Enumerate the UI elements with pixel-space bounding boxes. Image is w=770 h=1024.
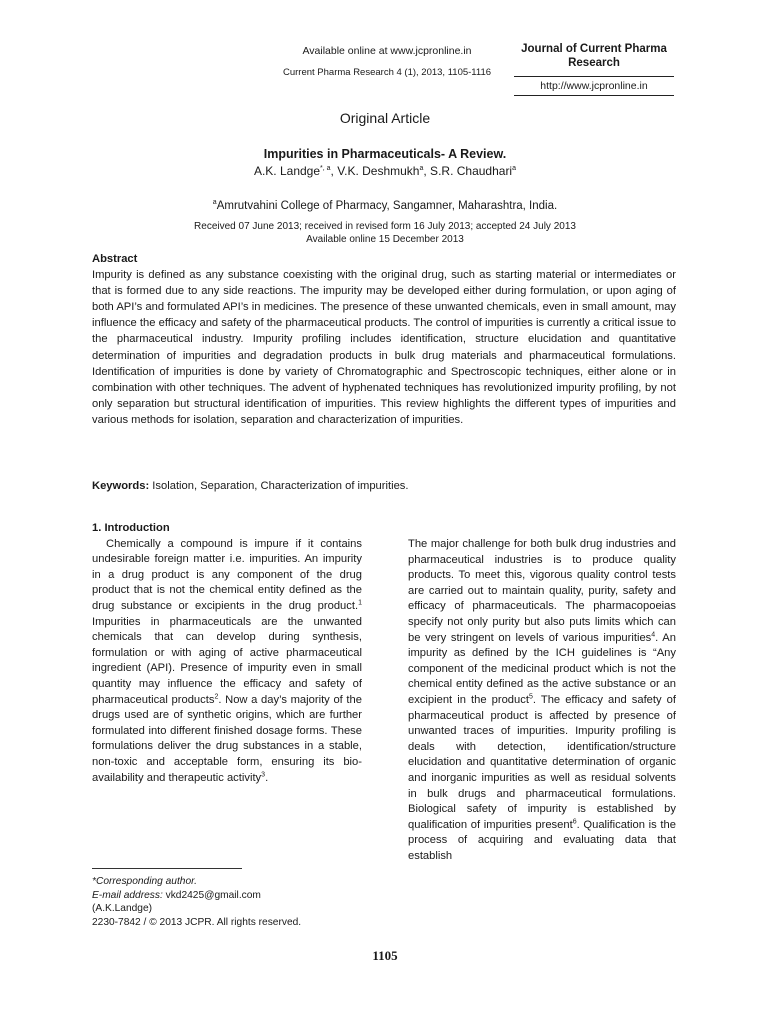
email-address[interactable]: vkd2425@gmail.com — [162, 889, 261, 901]
journal-name: Journal of Current Pharma Research — [521, 43, 667, 69]
email-line — [92, 889, 372, 903]
paragraph-text: . Now a day’s majority of the drugs used are of synthetic origins, which are further formulated into different finished dosage forms. These formulations deliver the drug substances in a stable, non-toxic and acceptable form, ensuring its bio-availability and therapeutic activity — [92, 693, 362, 784]
corresponding-name: (A.K.Landge) — [92, 903, 153, 914]
author-marker: a — [512, 165, 517, 172]
citation-ref[interactable]: 1 — [358, 599, 362, 607]
journal-citation: Current Pharma Research 4 (1), 2013, 1105-1116 — [282, 67, 492, 78]
affiliation — [0, 200, 770, 212]
email-label: E-mail address: — [92, 889, 163, 901]
copyright: 2230-7842 / © 2013 JCPR. All rights reserved. — [92, 916, 302, 928]
author-marker: *, a — [320, 165, 331, 172]
header-citation-block — [258, 44, 516, 80]
paragraph-text: Impurities in pharmaceuticals are the unwanted chemicals that can develop during synthesis, formulation or with aging of active pharmaceutical ingredient (API). Presence of impurity even in small quantity may influence the efficacy and safety of pharmaceutical products — [92, 615, 362, 706]
abstract-section — [92, 251, 676, 428]
keywords-label: Keywords: — [92, 480, 150, 492]
keywords-text: Isolation, Separation, Characterization of impurities. — [149, 480, 409, 492]
affiliation-marker: a — [212, 199, 217, 207]
author-marker: a — [419, 165, 424, 172]
paragraph-text: Chemically a compound is impure if it contains undesirable foreign matter i.e. impurities. An impurity in a drug product is any component of the drug product that is not the chemical entity defined as the drug substance or excipients in the drug product. — [92, 537, 362, 612]
author-name: A.K. Landge — [253, 164, 321, 178]
footnote-rule — [92, 868, 242, 869]
paragraph-text: . Qualification is the process of acquiring and evaluating data that establish — [408, 818, 676, 862]
article-type: Original Article — [339, 110, 431, 126]
abstract-heading: Abstract — [92, 253, 138, 265]
paragraph-text: . An impurity as defined by the ICH guidelines is “Any component of the medicinal product which is not the chemical entity defined as the active substance or an excipient in the product — [408, 631, 676, 706]
received-dates: Received 07 June 2013; received in revised form 16 July 2013; accepted 24 July 2013 — [194, 221, 576, 232]
footnote — [92, 875, 372, 929]
citation-ref[interactable]: 3 — [261, 770, 266, 778]
masthead-rule-top — [514, 76, 674, 77]
intro-paragraph-2 — [408, 537, 676, 864]
paragraph-text: The major challenge for both bulk drug industries and pharmaceutical industries is to produce quality products. To meet this, vigorous quality control tests are carried out to maintain quality, purity, safety and efficacy of pharmaceuticals. The pharmacopoeias specify not only purity but also puts limits which can be very stringent on levels of various impurities — [408, 538, 676, 644]
paragraph-text: . The efficacy and safety of pharmaceutical product is affected by presence of unwanted traces of impurities. Impurity profiling is deals with detection, identification/structure elucidation and quantitative determination of organic and inorganic impurities as well as residual solvents in bulk drugs and pharmaceutical formulations. Biological safety of impurity is established by qualification of impurities present — [408, 693, 677, 831]
author-name: , V.K. Deshmukh — [330, 164, 420, 178]
page-number: 1105 — [372, 948, 398, 963]
affiliation-text: Amrutvahini College of Pharmacy, Sangamner, Maharashtra, India. — [216, 200, 558, 212]
author-list — [0, 164, 770, 178]
citation-ref[interactable]: 2 — [214, 692, 219, 700]
keywords — [92, 480, 676, 492]
citation-ref[interactable]: 4 — [651, 630, 656, 638]
corresponding-author: *Corresponding author. — [92, 876, 197, 887]
journal-masthead — [514, 42, 674, 96]
masthead-rule-bottom — [514, 95, 674, 96]
column-right — [408, 537, 676, 864]
available-online-text: Available online at www.jcpronline.in — [302, 45, 472, 57]
author-name: , S.R. Chaudhari — [423, 164, 513, 178]
available-online-date: Available online 15 December 2013 — [306, 234, 464, 245]
section-heading: 1. Introduction — [92, 522, 170, 534]
article-dates — [0, 220, 770, 246]
citation-ref[interactable]: 5 — [528, 693, 533, 701]
article-title: Impurities in Pharmaceuticals- A Review. — [263, 147, 507, 161]
paragraph-text: . — [265, 771, 269, 784]
column-left — [92, 521, 362, 786]
citation-ref[interactable]: 6 — [572, 817, 577, 825]
intro-paragraph-1 — [92, 537, 362, 787]
journal-url[interactable]: http://www.jcpronline.in — [540, 80, 648, 92]
abstract-text: Impurity is defined as any substance coexisting with the original drug, such as starting material or intermediates or that is formed due to any side reactions. The impurity may be developed either during formulation, or upon aging of both API’s and formulated API’s in medicines. The presence of these unwanted chemicals, even in small amount, may influence the efficacy and safety of the pharmaceutical products. The control of impurities is currently a critical issue to the pharmaceutical industry. Impurity profiling includes identification, structure elucidation and quantitative determination of impurities and degradation products in bulk drug materials and pharmaceutical formulations. Identification of impurities is done by variety of Chromatographic and Spectroscopic techniques, either alone or in combination with other techniques. The advent of hyphenated techniques has revolutionized impurity profiling, by not only separation but structural identification of impurities. This review highlights the different types of impurities and various methods for isolation, separation and characterization of impurities. — [92, 269, 676, 426]
